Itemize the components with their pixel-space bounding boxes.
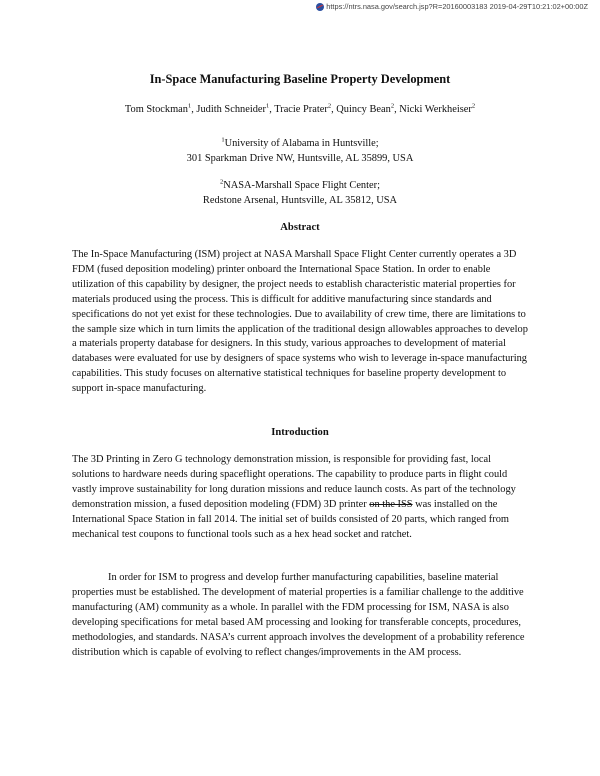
introduction-heading: Introduction [271, 427, 329, 438]
introduction-paragraph-2: In order for ISM to progress and develop further manufacturing capabilities, baseline material properties must be established. The development of material properties is a familiar challenge to the additive manufacturing (AM) community as a whole. In parallel with the FDM processing for ISM, NASA is also developing specifications for metal based AM processing and looking for transferable concepts, procedures, methodologies, and standards. NASA’s current approach involves the development of a probability reference distribution which is capable of evolving to reflect changes/improvements in the AM process. [72, 572, 525, 658]
nasa-ntrs-icon [316, 3, 324, 11]
author-affiliation-mark: 2 [471, 102, 476, 110]
paper-title: In-Space Manufacturing Baseline Property Development [149, 72, 451, 86]
author-name: Tracie Prater [274, 104, 328, 115]
author-affiliation-mark: 2 [390, 102, 395, 110]
author-list: Tom Stockman$^1$, Judith Schneider$^1$, Tracie Prater$^2$, Quincy Bean$^2$, Nicki Werkheiser$^2$ [124, 102, 476, 115]
author-name: Judith Schneider [196, 104, 266, 115]
abstract-heading: Abstract [280, 222, 320, 233]
author-affiliation-mark: 2 [327, 102, 332, 110]
introduction-paragraph-1: The 3D Printing in Zero G technology demonstration mission, is responsible for providing fast, local solutions to hardware needs during spaceflight operations. The capability to produce parts in flight could vastly improve sustainability for long duration missions and reduce launch costs. As part of the technology demonstration mission, a fused deposition modeling (FDM) 3D printer on the ISS was installed on the International Space Station in fall 2014. The initial set of builds consisted of 20 parts, which ranged from mechanical test coupons to functional tools such as a hex head socket and ratchet. [72, 454, 516, 540]
author-affiliation-mark: 1 [265, 102, 270, 110]
author-affiliation-mark: 1 [187, 102, 192, 110]
author-name: Tom Stockman [124, 104, 188, 115]
author-name: Nicki Werkheiser [399, 104, 472, 115]
abstract-paragraph: The In-Space Manufacturing (ISM) project at NASA Marshall Space Flight Center currently operates a 3D FDM (fused deposition modeling) printer onboard the International Space Station. In order to enable utilization of this capability by designer, the project needs to establish characteristic material properties for materials produced using the process. This is difficult for additive manufacturing since standards and specifications do not yet exist for these technologies. Due to availability of crew time, there are limitations to the sample size which in turn limits the application of the traditional design allowables approaches to develop a materials property database for designers. In this study, various approaches to development of material databases were evaluated for use by designers of space systems who wish to leverage in-space manufacturing capabilities. This study focuses on alternative statistical techniques for baseline property development to support in-space manufacturing. [72, 249, 528, 395]
affiliation-address: Redstone Arsenal, Huntsville, AL 35812, USA [202, 195, 398, 206]
affiliation-address: 301 Sparkman Drive NW, Huntsville, AL 35899, USA [186, 153, 414, 164]
source-url-text[interactable]: https://ntrs.nasa.gov/search.jsp?R=20160003183 2019-04-29T10:21:02+00:00Z [326, 2, 588, 11]
affiliation-institution: NASA-Marshall Space Flight Center; [223, 180, 380, 191]
affiliation-number: 2 [220, 178, 224, 186]
affiliation-2 [0, 178, 600, 208]
struck-through-text: on the ISS [369, 498, 413, 510]
affiliation-number: 1 [221, 136, 225, 144]
source-watermark [316, 2, 588, 11]
affiliation-institution: University of Alabama in Huntsville; [224, 138, 379, 149]
author-name: Quincy Bean [336, 104, 391, 115]
affiliation-1 [0, 136, 600, 166]
